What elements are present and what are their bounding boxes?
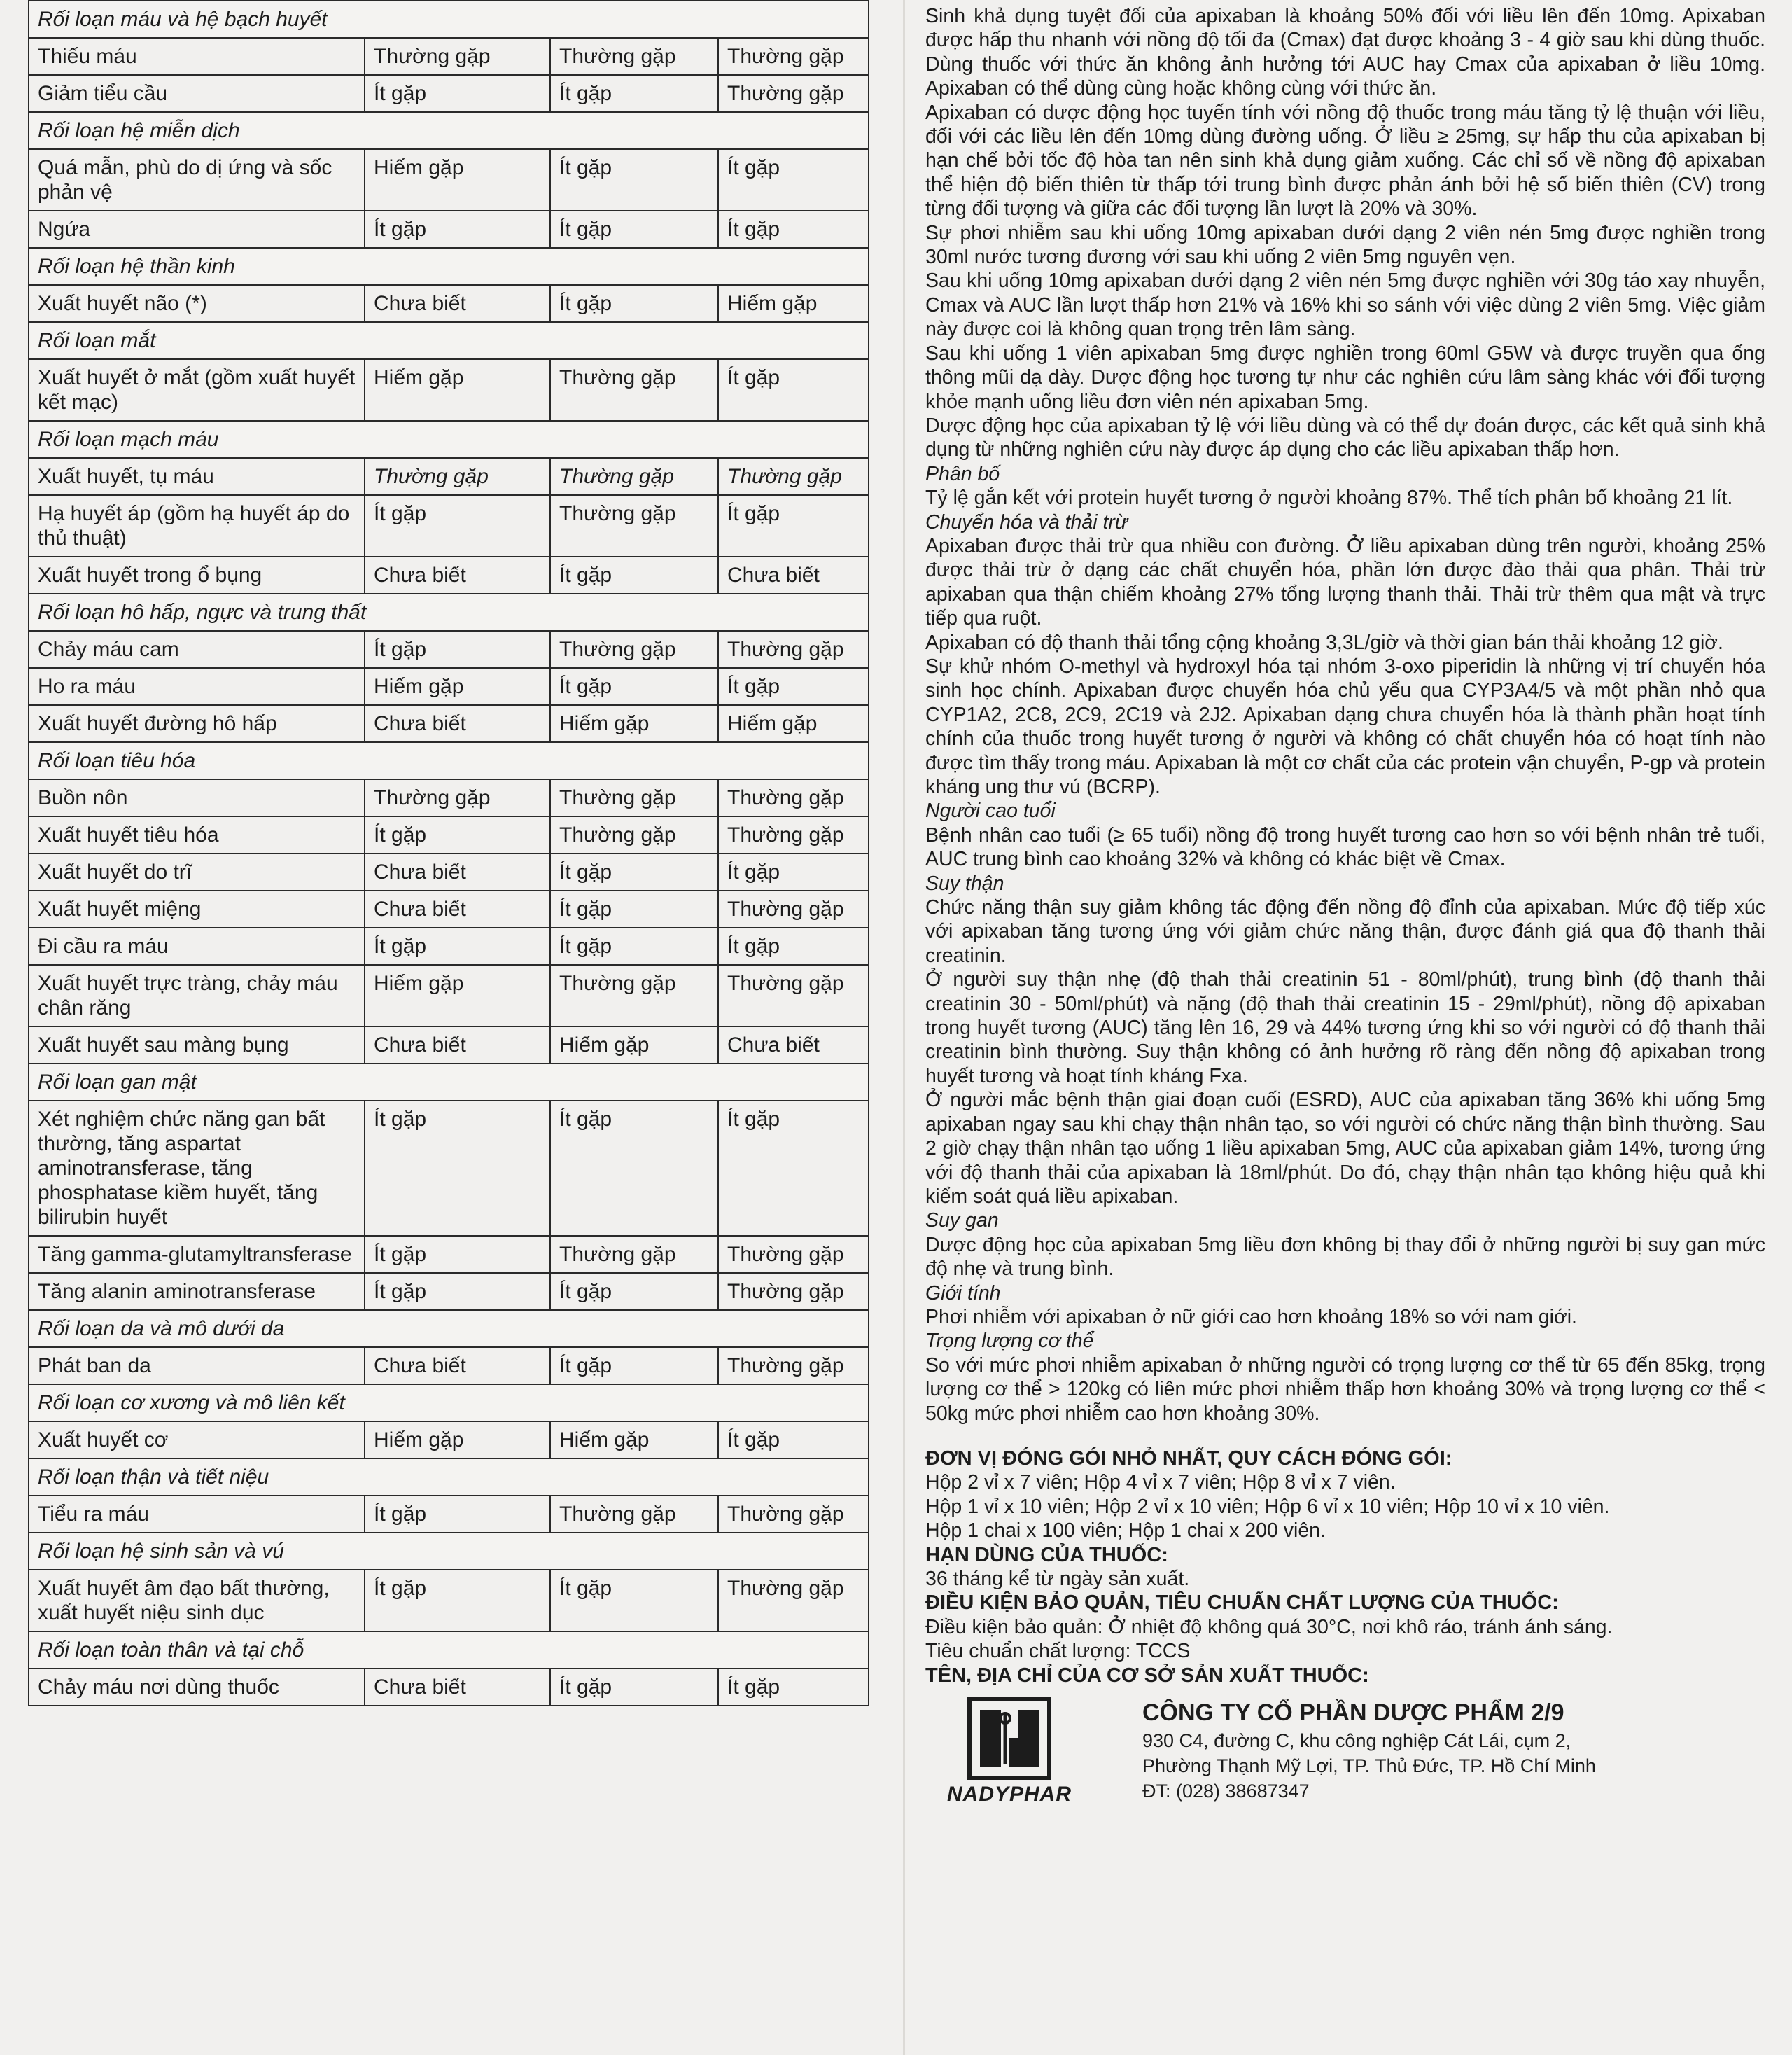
table-section-row — [29, 421, 869, 458]
page-fold — [903, 0, 905, 2055]
reaction-name: Xuất huyết trực tràng, chảy máu chân răng — [29, 965, 365, 1026]
frequency-cell: Ít gặp — [365, 631, 550, 668]
reaction-name: Giảm tiểu cầu — [29, 75, 365, 112]
frequency-cell: Hiếm gặp — [718, 285, 869, 322]
paragraph: 36 tháng kể từ ngày sản xuất. — [925, 1568, 1190, 1590]
table-section-row — [29, 1458, 869, 1496]
frequency-cell: Ít gặp — [365, 211, 550, 248]
frequency-cell: Hiếm gặp — [365, 359, 550, 421]
frequency-cell: Chưa biết — [365, 285, 550, 322]
table-row — [29, 928, 869, 965]
frequency-cell: Ít gặp — [550, 285, 718, 322]
frequency-cell: Ít gặp — [550, 211, 718, 248]
frequency-cell: Ít gặp — [365, 1236, 550, 1273]
reaction-name: Hạ huyết áp (gồm hạ huyết áp do thủ thuật) — [29, 495, 365, 557]
frequency-cell: Thường gặp — [550, 495, 718, 557]
frequency-cell: Ít gặp — [718, 668, 869, 705]
frequency-cell: Thường gặp — [718, 779, 869, 816]
table-row — [29, 1570, 869, 1631]
table-section-row — [29, 742, 869, 779]
frequency-cell: Hiếm gặp — [365, 1421, 550, 1458]
reaction-name: Xuất huyết ở mắt (gồm xuất huyết kết mạc) — [29, 359, 365, 421]
reaction-name: Xuất huyết đường hô hấp — [29, 705, 365, 742]
frequency-cell: Thường gặp — [718, 1570, 869, 1631]
company-phone: ĐT: (028) 38687347 — [1142, 1781, 1310, 1802]
frequency-cell: Hiếm gặp — [365, 149, 550, 211]
table-row — [29, 1026, 869, 1064]
paragraph: Dược động học của apixaban tỷ lệ với liều dùng và có thể dự đoán được, các kết quả sinh khả dụng từ những nghiên cứu này được áp dụng cho các liều apixaban thấp hơn. — [925, 414, 1765, 461]
section-heading: Rối loạn mắt — [29, 322, 869, 359]
table-row — [29, 1101, 869, 1236]
paragraph: Sinh khả dụng tuyệt đối của apixaban là khoảng 50% đối với liều lên đến 10mg. Apixaban được hấp thu nhanh với nồng độ tối đa (Cmax) đạt được khoảng 3 - 4 giờ sau khi dùng thuốc. Dùng thuốc với thức ăn không ảnh hưởng tới AUC hay Cmax của apixaban ở liều 10mg. Apixaban có thể dùng cùng hoặc không cùng với thức ăn. — [925, 5, 1765, 100]
frequency-cell: Ít gặp — [718, 1669, 869, 1706]
logo-wordmark: NADYPHAR — [946, 1783, 1072, 1806]
company-name: CÔNG TY CỔ PHẦN DƯỢC PHẨM 2/9 — [1142, 1699, 1564, 1727]
reaction-name: Xuất huyết não (*) — [29, 285, 365, 322]
table-row — [29, 1347, 869, 1384]
table-row — [29, 891, 869, 928]
frequency-cell: Ít gặp — [550, 557, 718, 594]
reaction-name: Xuất huyết tiêu hóa — [29, 816, 365, 854]
frequency-cell: Ít gặp — [718, 854, 869, 891]
table-section-row — [29, 1, 869, 38]
reaction-name: Xuất huyết sau màng bụng — [29, 1026, 365, 1064]
frequency-cell: Ít gặp — [550, 928, 718, 965]
frequency-cell: Ít gặp — [550, 668, 718, 705]
table-section-row — [29, 1533, 869, 1570]
frequency-cell: Thường gặp — [550, 38, 718, 75]
frequency-cell: Ít gặp — [718, 359, 869, 421]
company-logo — [939, 1697, 1079, 1806]
table-row — [29, 149, 869, 211]
reaction-name: Xét nghiệm chức năng gan bất thường, tăng aspartat aminotransferase, tăng phosphatase kiềm huyết, tăng bilirubin huyết — [29, 1101, 365, 1236]
frequency-cell: Chưa biết — [365, 705, 550, 742]
frequency-cell: Ít gặp — [550, 1669, 718, 1706]
paragraph: Tỷ lệ gắn kết với protein huyết tương ở người khoảng 87%. Thể tích phân bố khoảng 21 lít. — [925, 487, 1733, 510]
frequency-cell: Thường gặp — [718, 1273, 869, 1310]
frequency-cell: Ít gặp — [718, 928, 869, 965]
table-row — [29, 965, 869, 1026]
reaction-name: Chảy máu cam — [29, 631, 365, 668]
paragraph: Tiêu chuẩn chất lượng: TCCS — [925, 1640, 1191, 1663]
company-details — [1142, 1697, 1596, 1804]
pharmacokinetics-text-panel — [925, 4, 1765, 1806]
paragraph: Apixaban được thải trừ qua nhiều con đường. Ở liều apixaban dùng trên người, khoảng 25% được thải trừ ở dạng các chất chuyển hóa, phần lớn được đào thải qua phân. Thải trừ apixaban qua thận chiếm khoảng 27% tổng lượng thanh thải. Thải trừ thêm qua mật và trực tiếp qua ruột. — [925, 534, 1765, 630]
frequency-cell: Thường gặp — [718, 816, 869, 854]
frequency-cell: Thường gặp — [718, 38, 869, 75]
paragraph: Dược động học của apixaban 5mg liều đơn không bị thay đổi ở những người bị suy gan mức độ nhẹ và trung bình. — [925, 1233, 1765, 1281]
table-row — [29, 495, 869, 557]
reaction-name: Tăng alanin aminotransferase — [29, 1273, 365, 1310]
frequency-cell: Ít gặp — [550, 1101, 718, 1236]
adverse-reactions-table-panel — [28, 0, 882, 2055]
paragraph: Sự phơi nhiễm sau khi uống 10mg apixaban dưới dạng 2 viên nén 5mg được nghiền trong 30ml nước tương đương với sau khi uống 2 viên 5mg nguyên vẹn. — [925, 221, 1765, 269]
frequency-cell: Ít gặp — [365, 495, 550, 557]
table-section-row — [29, 322, 869, 359]
table-section-row — [29, 594, 869, 631]
table-row — [29, 285, 869, 322]
frequency-cell: Thường gặp — [550, 1496, 718, 1533]
frequency-cell: Thường gặp — [718, 75, 869, 112]
frequency-cell: Thường gặp — [550, 779, 718, 816]
frequency-cell: Thường gặp — [365, 458, 550, 495]
frequency-cell: Ít gặp — [550, 149, 718, 211]
frequency-cell: Thường gặp — [718, 1496, 869, 1533]
table-section-row — [29, 1310, 869, 1347]
section-heading: Rối loạn da và mô dưới da — [29, 1310, 869, 1347]
section-heading: TÊN, ĐỊA CHỈ CỦA CƠ SỞ SẢN XUẤT THUỐC: — [925, 1664, 1369, 1687]
reaction-name: Phát ban da — [29, 1347, 365, 1384]
paragraph: Ở người suy thận nhẹ (độ thah thải creatinin 51 - 80ml/phút), trung bình (độ thanh thải creatinin 30 - 50ml/phút) và nặng (độ thah thải creatinin 15 - 29ml/phút), nồng độ apixaban trong huyết tương (AUC) tăng lên 16, 29 và 44% tương ứng khi so với người có độ thanh thải creatinin bình thường. Suy thận không có ảnh hưởng rõ ràng đến nồng độ apixaban trong huyết tương và hoạt tính kháng Fxa. — [925, 968, 1765, 1087]
frequency-cell: Ít gặp — [718, 1101, 869, 1236]
manufacturer-block — [925, 1697, 1765, 1806]
table-row — [29, 1273, 869, 1310]
frequency-cell: Hiếm gặp — [550, 1026, 718, 1064]
reaction-name: Xuất huyết âm đạo bất thường, xuất huyết niệu sinh dục — [29, 1570, 365, 1631]
reaction-name: Xuất huyết do trĩ — [29, 854, 365, 891]
frequency-cell: Ít gặp — [365, 1496, 550, 1533]
subsection-heading: Phân bố — [925, 462, 1000, 485]
subsection-heading: Giới tính — [925, 1281, 1001, 1304]
section-heading: Rối loạn gan mật — [29, 1064, 869, 1101]
reaction-name: Tăng gamma-glutamyltransferase — [29, 1236, 365, 1273]
frequency-cell: Hiếm gặp — [550, 705, 718, 742]
reaction-name: Xuất huyết cơ — [29, 1421, 365, 1458]
frequency-cell: Thường gặp — [550, 1236, 718, 1273]
section-heading: Rối loạn máu và hệ bạch huyết — [29, 1, 869, 38]
frequency-cell: Chưa biết — [718, 557, 869, 594]
frequency-cell: Thường gặp — [550, 816, 718, 854]
frequency-cell: Ít gặp — [718, 149, 869, 211]
frequency-cell: Thường gặp — [550, 359, 718, 421]
section-heading: Rối loạn cơ xương và mô liên kết — [29, 1384, 869, 1421]
frequency-cell: Chưa biết — [365, 557, 550, 594]
subsection-heading: Suy thận — [925, 872, 1004, 895]
paragraph: Sau khi uống 1 viên apixaban 5mg được nghiền trong 60ml G5W và được truyền qua ống thông mũi dạ dày. Dược động học tương tự như các nghiên cứu lâm sàng khác với đối tượng khỏe mạnh uống liều đơn viên nén apixaban 5mg. — [925, 342, 1765, 413]
subsection-heading: Suy gan — [925, 1209, 999, 1232]
section-heading: Rối loạn hệ thần kinh — [29, 248, 869, 285]
reaction-name: Xuất huyết miệng — [29, 891, 365, 928]
table-row — [29, 1669, 869, 1706]
table-row — [29, 557, 869, 594]
paragraph: Hộp 1 chai x 100 viên; Hộp 1 chai x 200 viên. — [925, 1519, 1326, 1542]
frequency-cell: Ít gặp — [365, 928, 550, 965]
frequency-cell: Thường gặp — [550, 458, 718, 495]
subsection-heading: Người cao tuổi — [925, 800, 1056, 823]
frequency-cell: Hiếm gặp — [550, 1421, 718, 1458]
reaction-name: Xuất huyết trong ổ bụng — [29, 557, 365, 594]
table-section-row — [29, 1631, 869, 1669]
table-row — [29, 359, 869, 421]
frequency-cell: Ít gặp — [718, 1421, 869, 1458]
frequency-cell: Hiếm gặp — [365, 668, 550, 705]
frequency-cell: Thường gặp — [718, 891, 869, 928]
paragraph: Chức năng thận suy giảm không tác động đến nồng độ đỉnh của apixaban. Mức độ tiếp xúc với apixaban tăng tương ứng với giảm chức năng thận, được đánh giá qua độ thanh thải creatinin. — [925, 896, 1765, 967]
frequency-cell: Chưa biết — [365, 1347, 550, 1384]
frequency-cell: Ít gặp — [718, 495, 869, 557]
frequency-cell: Ít gặp — [365, 1570, 550, 1631]
frequency-cell: Chưa biết — [365, 854, 550, 891]
section-heading: Rối loạn toàn thân và tại chỗ — [29, 1631, 869, 1669]
paragraph: Apixaban có dược động học tuyến tính với nồng độ thuốc trong máu tăng tỷ lệ thuận với liều, đối với các liều lên đến 10mg dùng đường uống. Ở liều ≥ 25mg, sự hấp thu của apixaban bị hạn chế bởi tốc độ hòa tan nên sinh khả dụng giảm xuống. Các chỉ số về nồng độ apixaban thể hiện độ biến thiên từ thấp tới trung bình được phản ánh bởi hệ số biến thiên (CV) trong từng đối tượng và giữa các đối tượng lần lượt là 20% và 30%. — [925, 101, 1765, 221]
subsection-heading: Chuyển hóa và thải trừ — [925, 510, 1128, 534]
paragraph: Hộp 2 vỉ x 7 viên; Hộp 4 vỉ x 7 viên; Hộp 8 vỉ x 7 viên. — [925, 1471, 1396, 1494]
section-heading: ĐƠN VỊ ĐÓNG GÓI NHỎ NHẤT, QUY CÁCH ĐÓNG GÓI: — [925, 1447, 1452, 1470]
table-row — [29, 854, 869, 891]
frequency-cell: Thường gặp — [718, 458, 869, 495]
frequency-cell: Thường gặp — [365, 38, 550, 75]
frequency-cell: Chưa biết — [365, 1026, 550, 1064]
table-section-row — [29, 1384, 869, 1421]
paragraph: So với mức phơi nhiễm apixaban ở những người có trọng lượng cơ thể từ 65 đến 85kg, trọng lượng cơ thể > 120kg có liên mức phơi nhiễm thấp hơn khoảng 30% và trọng lượng cơ thể < 50kg mức phơi nhiễm cao hơn khoảng 30%. — [925, 1353, 1765, 1425]
paragraph: Ở người mắc bệnh thận giai đoạn cuối (ESRD), AUC của apixaban tăng 36% khi uống 5mg apixaban ngay sau khi chạy thận nhân tạo, so với người có chức năng thận bình thường. Sau 2 giờ chạy thận nhân tạo uống 1 liều apixaban 5mg, AUC của apixaban giảm 14%, tương ứng với độ thanh thải của apixaban là 18ml/phút. Do đó, chạy thận nhân tạo không hiệu quả khi kiểm soát quá liều apixaban. — [925, 1089, 1765, 1208]
table-row — [29, 631, 869, 668]
table-row — [29, 779, 869, 816]
frequency-cell: Ít gặp — [365, 75, 550, 112]
frequency-cell: Ít gặp — [550, 891, 718, 928]
reaction-name: Chảy máu nơi dùng thuốc — [29, 1669, 365, 1706]
frequency-cell: Chưa biết — [365, 1669, 550, 1706]
frequency-cell: Ít gặp — [365, 1273, 550, 1310]
frequency-cell: Thường gặp — [550, 965, 718, 1026]
frequency-cell: Ít gặp — [365, 1101, 550, 1236]
table-section-row — [29, 248, 869, 285]
table-row — [29, 1496, 869, 1533]
reaction-name: Đi cầu ra máu — [29, 928, 365, 965]
section-heading: Rối loạn hệ miễn dịch — [29, 112, 869, 149]
company-address-line-1: 930 C4, đường C, khu công nghiệp Cát Lái, cụm 2, — [1142, 1730, 1572, 1752]
frequency-cell: Hiếm gặp — [718, 705, 869, 742]
frequency-cell: Thường gặp — [365, 779, 550, 816]
table-row — [29, 458, 869, 495]
section-heading: Rối loạn tiêu hóa — [29, 742, 869, 779]
reaction-name: Thiếu máu — [29, 38, 365, 75]
table-row — [29, 211, 869, 248]
frequency-cell: Thường gặp — [718, 1236, 869, 1273]
frequency-cell: Chưa biết — [365, 891, 550, 928]
section-heading: ĐIỀU KIỆN BẢO QUẢN, TIÊU CHUẨN CHẤT LƯỢNG CỦA THUỐC: — [925, 1591, 1559, 1615]
frequency-cell: Ít gặp — [550, 1347, 718, 1384]
reaction-name: Ngứa — [29, 211, 365, 248]
reaction-name: Xuất huyết, tụ máu — [29, 458, 365, 495]
section-heading: HẠN DÙNG CỦA THUỐC: — [925, 1543, 1168, 1566]
table-row — [29, 705, 869, 742]
paragraph: Hộp 1 vỉ x 10 viên; Hộp 2 vỉ x 10 viên; Hộp 6 vỉ x 10 viên; Hộp 10 vỉ x 10 viên. — [925, 1495, 1610, 1518]
paragraph: Phơi nhiễm với apixaban ở nữ giới cao hơn khoảng 18% so với nam giới. — [925, 1305, 1577, 1328]
section-heading: Rối loạn hô hấp, ngực và trung thất — [29, 594, 869, 631]
paragraph: Apixaban có độ thanh thải tổng cộng khoảng 3,3L/giờ và thời gian bán thải khoảng 12 giờ. — [925, 631, 1723, 654]
table-section-row — [29, 1064, 869, 1101]
text-blocks — [925, 4, 1765, 1687]
paragraph — [925, 1426, 1765, 1447]
frequency-cell: Ít gặp — [718, 211, 869, 248]
paragraph: Bệnh nhân cao tuổi (≥ 65 tuổi) nồng độ trong huyết tương cao hơn so với bệnh nhân trẻ tuổi, AUC trung bình cao khoảng 32% và không có khác biệt về Cmax. — [925, 823, 1765, 871]
frequency-cell: Thường gặp — [718, 965, 869, 1026]
frequency-cell: Ít gặp — [550, 1273, 718, 1310]
table-row — [29, 75, 869, 112]
frequency-cell: Thường gặp — [718, 631, 869, 668]
subsection-heading: Trọng lượng cơ thể — [925, 1330, 1094, 1353]
frequency-cell: Ít gặp — [550, 75, 718, 112]
reaction-name: Buồn nôn — [29, 779, 365, 816]
frequency-cell: Thường gặp — [718, 1347, 869, 1384]
frequency-cell: Ít gặp — [550, 854, 718, 891]
frequency-cell: Ít gặp — [365, 816, 550, 854]
company-address-line-2: Phường Thạnh Mỹ Lợi, TP. Thủ Đức, TP. Hồ Chí Minh — [1142, 1755, 1596, 1777]
section-heading: Rối loạn thận và tiết niệu — [29, 1458, 869, 1496]
reaction-name: Ho ra máu — [29, 668, 365, 705]
paragraph: Sự khử nhóm O-methyl và hydroxyl hóa tại nhóm 3-oxo piperidin là những vị trí chuyển hóa sinh học chính. Apixaban được chuyển hóa chủ yếu qua CYP3A4/5 và một phần nhỏ qua CYP1A2, 2C8, 2C9, 2C19 và 2J2. Apixaban dạng chưa chuyển hóa là thành phần hoạt tính chính của thuốc trong huyết tương ở người và không có chất chuyển hóa có hoạt tính nào được tìm thấy trong máu. Apixaban là một cơ chất của các protein vận chuyển, P-gp và protein kháng ung thư vú (BCRP). — [925, 655, 1765, 798]
table-row — [29, 38, 869, 75]
table-row — [29, 668, 869, 705]
nadyphar-logo-icon — [967, 1697, 1051, 1780]
paragraph: Điều kiện bảo quản: Ở nhiệt độ không quá 30°C, nơi khô ráo, tránh ánh sáng. — [925, 1615, 1613, 1638]
adverse-reactions-table — [28, 0, 869, 1706]
frequency-cell: Chưa biết — [718, 1026, 869, 1064]
section-heading: Rối loạn mạch máu — [29, 421, 869, 458]
table-row — [29, 1236, 869, 1273]
section-heading: Rối loạn hệ sinh sản và vú — [29, 1533, 869, 1570]
table-section-row — [29, 112, 869, 149]
table-row — [29, 1421, 869, 1458]
reaction-name: Quá mẫn, phù do dị ứng và sốc phản vệ — [29, 149, 365, 211]
reaction-name: Tiểu ra máu — [29, 1496, 365, 1533]
frequency-cell: Ít gặp — [550, 1570, 718, 1631]
frequency-cell: Hiếm gặp — [365, 965, 550, 1026]
frequency-cell: Thường gặp — [550, 631, 718, 668]
paragraph: Sau khi uống 10mg apixaban dưới dạng 2 viên nén 5mg được nghiền với 30g táo xay nhuyễn, Cmax và AUC lần lượt thấp hơn 21% và 16% khi so sánh với việc dùng 2 viên 5mg. Việc giảm này được coi là không quan trọng trên lâm sàng. — [925, 270, 1765, 341]
table-row — [29, 816, 869, 854]
